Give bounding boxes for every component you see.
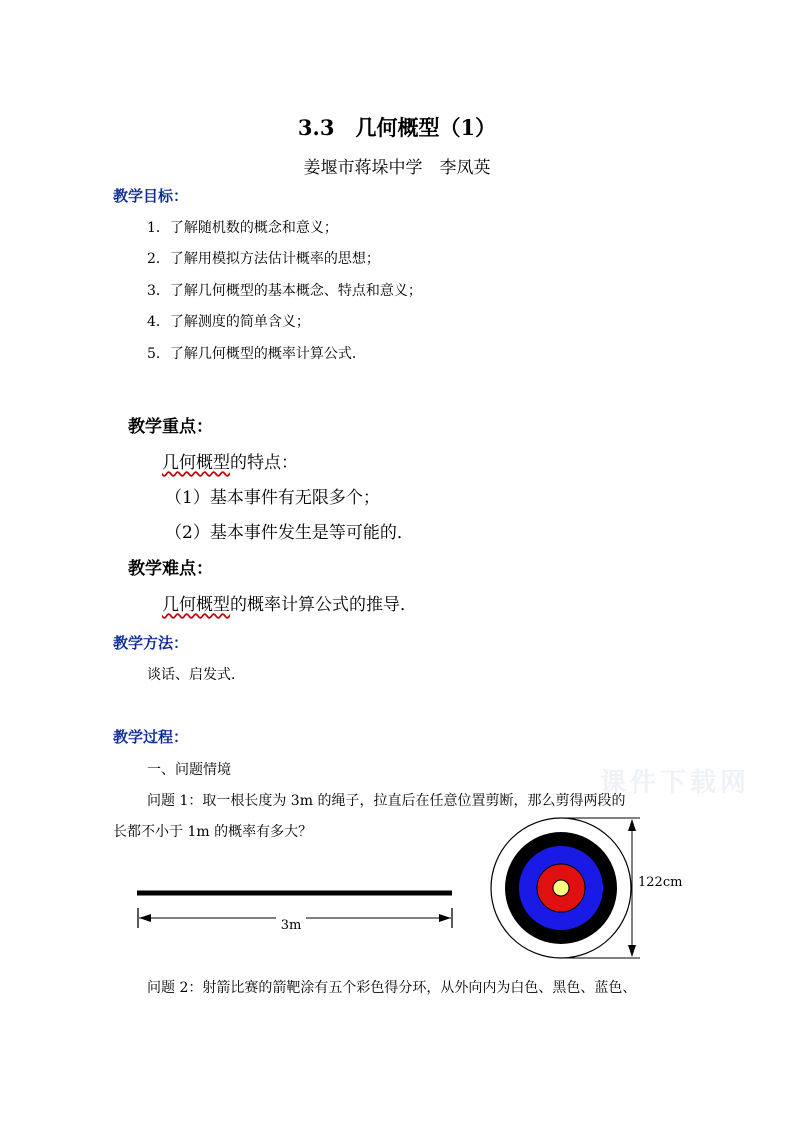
arrow-left-icon [139, 914, 151, 922]
arrow-up-icon [628, 819, 636, 831]
objective-item: 2．了解用模拟方法估计概率的思想； [147, 251, 380, 267]
document-title: 3.3 几何概型（1） [297, 115, 497, 140]
watermark: 课件下载网 [600, 768, 751, 798]
difficulty-heading: 教学难点： [128, 559, 213, 579]
key-point-item: （2）基本事件发生是等可能的． [165, 523, 414, 543]
question-1-line-2: 长都不小于 1m 的概率有多大？ [113, 824, 313, 840]
method-text: 谈话、启发式． [147, 667, 245, 683]
method-heading: 教学方法： [113, 634, 189, 652]
objective-item: 4．了解测度的简单含义； [147, 314, 310, 330]
target-center-yellow [553, 880, 569, 896]
objectives-heading: 教学目标： [113, 187, 189, 205]
author-school: 姜堰市蒋垛中学 [303, 158, 423, 178]
diameter-label: 122cm [638, 875, 683, 890]
arrow-right-icon [439, 914, 451, 922]
question-1-line-1: 问题 1：取一根长度为 3m 的绳子，拉直后在任意位置剪断，那么剪得两段的 [147, 793, 626, 809]
key-points-intro: 几何概型的特点： [162, 453, 298, 473]
objective-item: 1．了解随机数的概念和意义； [147, 220, 338, 236]
rope-figure [137, 893, 452, 933]
wavy-term: 几何概型 [162, 453, 230, 473]
question-2-line-1: 问题 2：射箭比赛的箭靶涂有五个彩色得分环，从外向内为白色、黑色、蓝色、 [147, 980, 637, 996]
objective-item: 5．了解几何概型的概率计算公式． [147, 346, 366, 362]
process-section: 一、问题情境 [147, 762, 231, 778]
archery-target-figure [491, 818, 682, 958]
rope-length-label: 3m [280, 918, 302, 933]
arrow-down-icon [628, 945, 636, 957]
process-heading: 教学过程： [113, 728, 189, 746]
difficulty-text: 几何概型的概率计算公式的推导． [162, 595, 417, 615]
author-name: 李凤英 [439, 158, 491, 178]
key-points-heading: 教学重点： [128, 417, 213, 437]
objective-item: 3．了解几何概型的基本概念、特点和意义； [147, 283, 422, 299]
wavy-term: 几何概型 [162, 595, 230, 615]
key-point-item: （1）基本事件有无限多个； [165, 488, 380, 508]
